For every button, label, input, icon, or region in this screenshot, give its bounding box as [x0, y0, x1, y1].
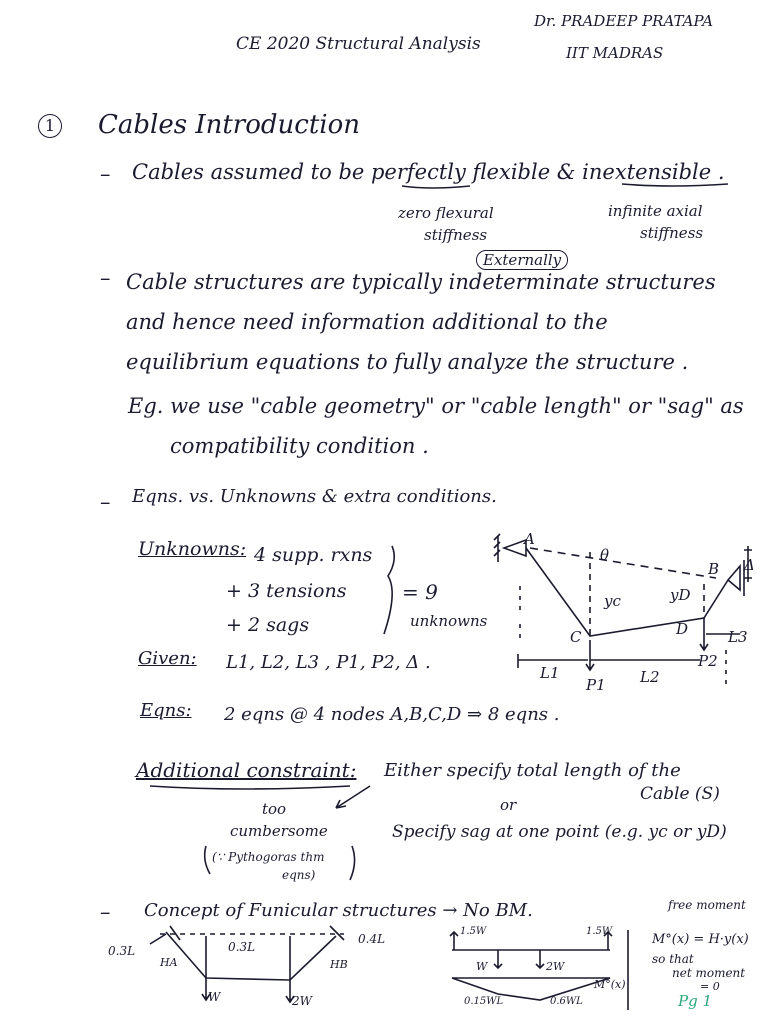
funicular-cable [166, 932, 336, 980]
underline-inextensible [622, 184, 728, 186]
unknowns-total-label: unknowns [410, 612, 488, 630]
brace-unknowns [384, 546, 394, 634]
node-D: D [676, 620, 689, 638]
unknowns-label: Unknowns: [138, 538, 247, 560]
net-moment-label: net moment [672, 966, 746, 980]
constraint-label: Additional constraint: [136, 758, 357, 782]
constraint-line-1: Either specify total length of the [384, 760, 681, 781]
span-L3: L3 [728, 628, 748, 646]
zero-label: = 0 [700, 980, 720, 993]
sag-yc: yc [604, 592, 621, 610]
bullet-2-line-1: Cable structures are typically indeterminate structures [126, 270, 716, 294]
support-B [728, 566, 740, 590]
moment-06WL: 0.6WL [550, 996, 583, 1007]
sag-yD: yD [670, 586, 691, 604]
note-too: too [262, 800, 287, 818]
node-B: B [708, 560, 720, 578]
free-moment-label: free moment [668, 898, 746, 912]
note-eqns: eqns) [282, 868, 316, 882]
given-text: L1, L2, L3 , P1, P2, Δ . [226, 652, 431, 673]
arrow-P1 [586, 640, 594, 670]
bmd-shape [452, 978, 610, 1000]
load-P1: P1 [586, 676, 606, 694]
cable-diagram [494, 534, 752, 690]
underline-constraint [150, 786, 350, 789]
node-A: A [524, 530, 535, 548]
load-P2: P2 [698, 652, 718, 670]
span-L1: L1 [540, 664, 560, 682]
moment-015WL: 0.15WL [464, 996, 504, 1007]
note-pythagoras: (∵ Pythogoras thm [212, 850, 325, 864]
eqns-label: Eqns: [140, 700, 192, 721]
load-2W: 2W [292, 994, 312, 1008]
chord-line [530, 548, 716, 578]
beam-load-2W: 2W [546, 960, 565, 973]
note-cumbersome: cumbersome [230, 822, 328, 840]
note-infinite-axial: infinite axial [608, 202, 703, 220]
eqns-text: 2 eqns @ 4 nodes A,B,C,D ⇒ 8 eqns . [224, 704, 560, 725]
note-stiffness-1: stiffness [424, 226, 488, 244]
given-label: Given: [138, 648, 197, 669]
node-C: C [570, 628, 582, 646]
angle-theta: θ [600, 546, 610, 564]
dim-04L: 0.4L [358, 932, 386, 946]
constraint-line-1b: Cable (S) [640, 784, 720, 804]
page-mark: Pg 1 [678, 992, 713, 1010]
unknowns-sags: + 2 sags [226, 614, 310, 636]
bullet-3-text: Eqns. vs. Unknowns & extra conditions. [132, 486, 497, 507]
bullet-2-line-5: compatibility condition . [170, 434, 429, 458]
course-title: CE 2020 Structural Analysis [236, 34, 481, 54]
unknowns-reactions: 4 supp. rxns [254, 544, 373, 566]
constraint-or: or [500, 796, 517, 814]
funicular-text: Concept of Funicular structures → No BM. [144, 900, 533, 921]
reaction-15W-left: 1.5W [460, 926, 487, 937]
institute-name: IIT MADRAS [566, 44, 664, 62]
support-A [504, 540, 526, 556]
bullet-1-text: Cables assumed to be perfectly flexible & inextensible . [132, 160, 725, 184]
bullet-2-line-3: equilibrium equations to fully analyze the structure . [126, 350, 689, 374]
load-W: W [208, 990, 221, 1004]
unknowns-tensions: + 3 tensions [226, 580, 347, 602]
underline-perfectly-flexible [402, 186, 470, 188]
bullet-2-line-4: Eg. we use "cable geometry" or "cable length" or "sag" as [128, 394, 744, 418]
reaction-15W-right: 1.5W [586, 926, 613, 937]
dim-03L-mid: 0.3L [228, 940, 256, 954]
moment-diagram-label: M°(x) [594, 978, 626, 991]
unknowns-total: = 9 [402, 580, 438, 604]
note-zero-flexural: zero flexural [398, 204, 494, 222]
constraint-line-2: Specify sag at one point (e.g. yc or yD) [392, 822, 727, 842]
label-HA: HA [160, 956, 178, 969]
beam-diagram [450, 930, 628, 1010]
bullet-2-line-2: and hence need information additional to the [126, 310, 608, 334]
author-name: Dr. PRADEEP PRATAPA [534, 12, 714, 30]
cable-line [526, 548, 728, 636]
label-HB: HB [330, 958, 348, 971]
moment-equation: M°(x) = H·y(x) [652, 932, 749, 947]
note-stiffness-2: stiffness [640, 224, 704, 242]
beam-load-W: W [476, 960, 488, 973]
dim-03L-left: 0.3L [108, 944, 136, 958]
externally-box: Externally [476, 250, 568, 270]
delta-label: Δ [744, 556, 755, 574]
span-L2: L2 [640, 668, 660, 686]
section-title: Cables Introduction [98, 110, 361, 140]
so-that-label: so that [652, 952, 694, 966]
arrow-cumbersome [336, 786, 370, 808]
arrow-P2 [700, 620, 708, 650]
section-number: 1 [38, 114, 62, 138]
funicular-arch-diagram [150, 926, 344, 1002]
